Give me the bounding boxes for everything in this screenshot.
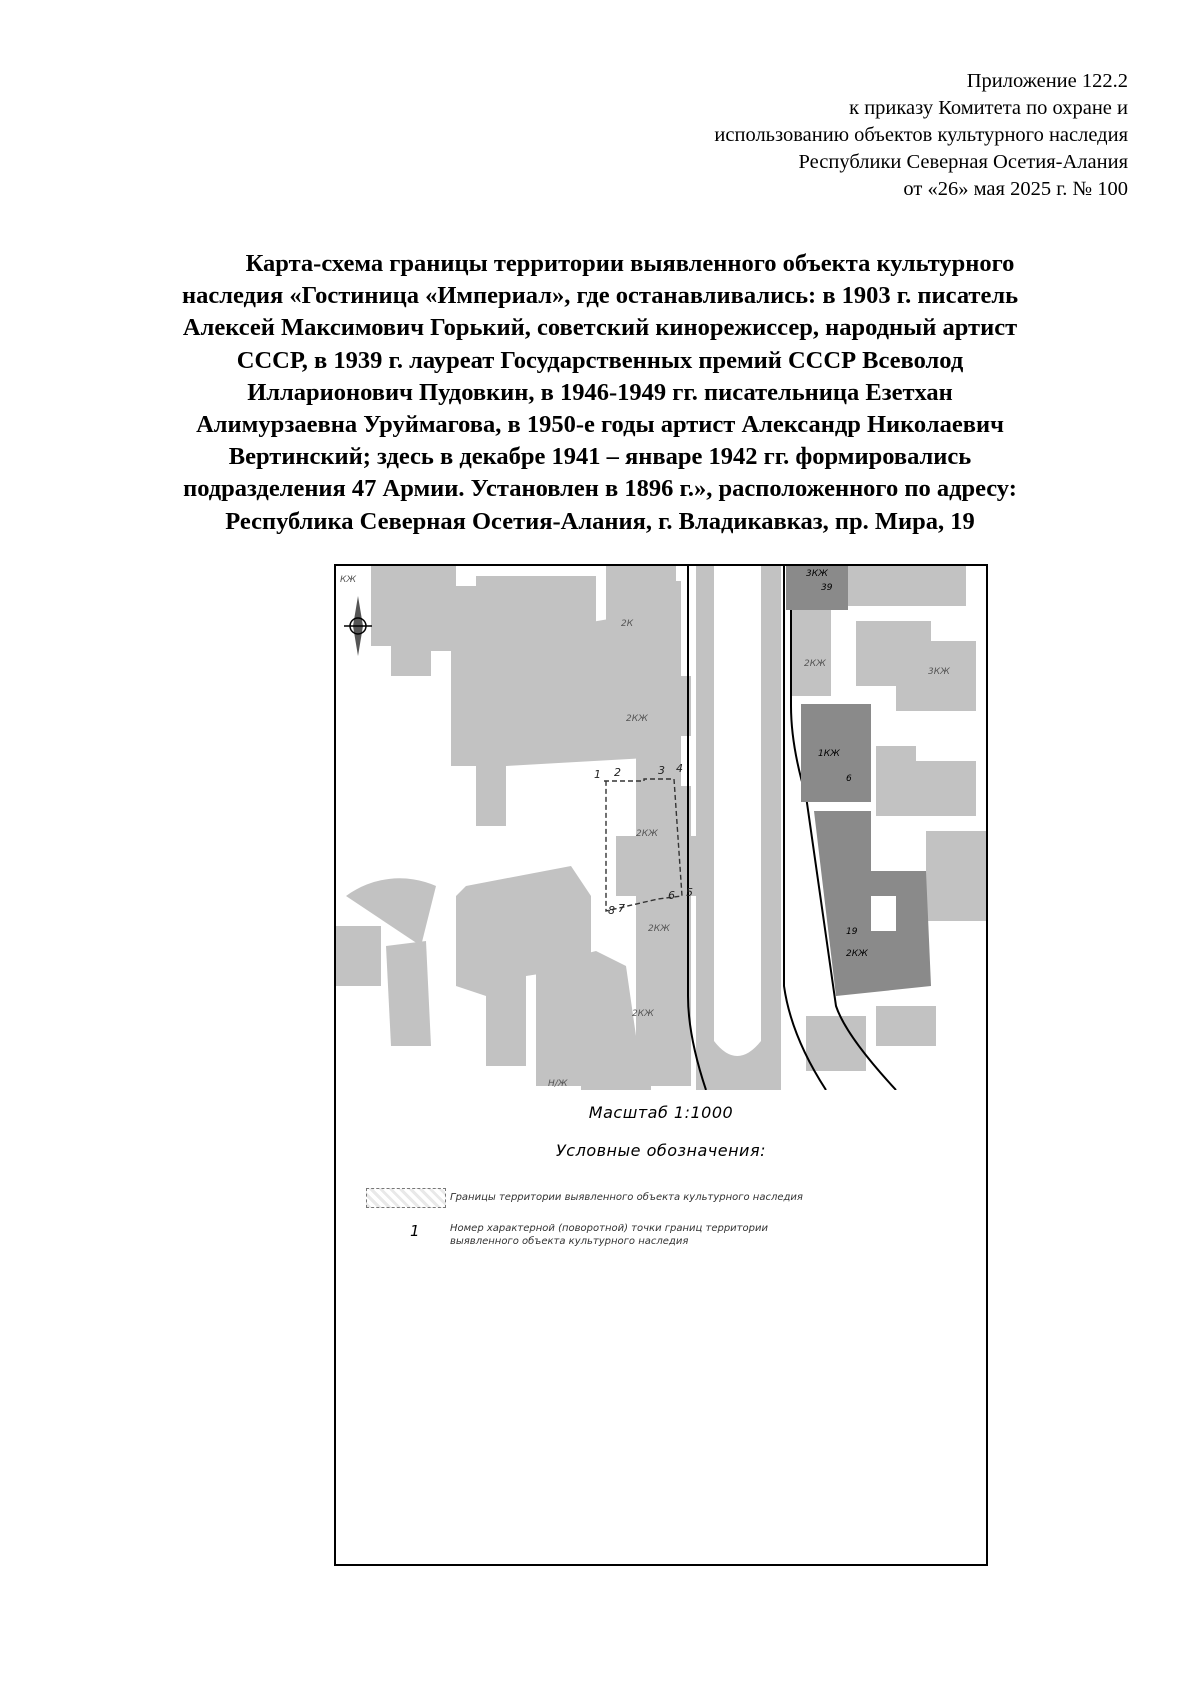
label-kzh3-right: 3КЖ xyxy=(928,667,950,677)
legend-point-number: 1 xyxy=(410,1222,420,1240)
title-line-4: СССР, в 1939 г. лауреат Государственных премий СССР Всеволод xyxy=(236,346,964,374)
point-4: 4 xyxy=(676,762,683,775)
point-6: 6 xyxy=(668,889,675,902)
legend-boundary-label: Границы территории выявленного объекта культурного наследия xyxy=(450,1192,803,1203)
boulevard-lane xyxy=(714,566,761,1056)
label-kzh2-top: 2К xyxy=(621,619,634,629)
label-num-39: 39 xyxy=(821,583,833,593)
label-kzh2-d: 2КЖ xyxy=(632,1009,654,1019)
label-nk-top: КЖ xyxy=(340,575,357,585)
point-5: 5 xyxy=(686,886,693,899)
appendix-line-1: Приложение 122.2 xyxy=(966,70,1128,92)
label-num-6: 6 xyxy=(846,774,852,784)
cadastral-map xyxy=(336,566,986,1090)
appendix-line-4: Республики Северная Осетия-Алания xyxy=(798,151,1128,173)
map-frame xyxy=(334,564,988,1566)
label-kzh2-c: 2КЖ xyxy=(648,924,670,934)
label-nzh-bottom: Н/Ж xyxy=(548,1079,568,1089)
appendix-line-2: к приказу Комитета по охране и xyxy=(849,97,1128,119)
title-line-1: Карта-схема границы территории выявленного объекта культурного xyxy=(245,250,1015,277)
point-7: 7 xyxy=(618,902,625,915)
point-1: 1 xyxy=(594,768,601,781)
boundary-swatch-icon xyxy=(366,1188,446,1208)
legend-point-label-2: выявленного объекта культурного наследия xyxy=(450,1236,689,1247)
label-kzh2-19: 2КЖ xyxy=(846,949,868,959)
title-line-7: Вертинский; здесь в декабре 1941 – январе 1942 гг. формировались xyxy=(228,443,972,471)
legend-title: Условные обозначения: xyxy=(556,1141,766,1160)
appendix-line-5: от «26» мая 2025 г. № 100 xyxy=(903,178,1128,200)
legend-point-label-1: Номер характерной (поворотной) точки границ территории xyxy=(450,1223,768,1234)
label-num-19: 19 xyxy=(846,927,858,937)
title-line-2: наследия «Гостиница «Империал», где останавливались: в 1903 г. писатель xyxy=(181,282,1019,310)
label-kzh1-right: 1КЖ xyxy=(818,749,840,759)
map-drawing xyxy=(336,566,986,1090)
point-8: 8 xyxy=(608,904,615,917)
point-2: 2 xyxy=(614,766,621,779)
title-line-3: Алексей Максимович Горький, советский кинорежиссер, народный артист xyxy=(182,314,1018,342)
label-mzh-top: 3КЖ xyxy=(806,569,828,579)
title-line-9: Республика Северная Осетия-Алания, г. Владикавказ, пр. Мира, 19 xyxy=(225,507,975,535)
courtyard xyxy=(871,896,896,931)
title-line-5: Илларионович Пудовкин, в 1946-1949 гг. писательница Езетхан xyxy=(247,378,953,406)
title-line-8: подразделения 47 Армии. Установлен в 1896 г.», расположенного по адресу: xyxy=(183,475,1017,503)
label-kzh2-right: 2КЖ xyxy=(804,659,826,669)
map-scale: Масштаб 1:1000 xyxy=(588,1103,734,1122)
label-kzh2-a: 2КЖ xyxy=(626,714,648,724)
appendix-header xyxy=(714,68,1128,203)
title-line-6: Алимурзаевна Уруймагова, в 1950-е годы артист Александр Николаевич xyxy=(196,411,1004,439)
point-3: 3 xyxy=(658,764,665,777)
label-kzh2-b: 2КЖ xyxy=(636,829,658,839)
appendix-line-3: использованию объектов культурного наследия xyxy=(714,124,1128,146)
document-title xyxy=(120,248,1080,538)
